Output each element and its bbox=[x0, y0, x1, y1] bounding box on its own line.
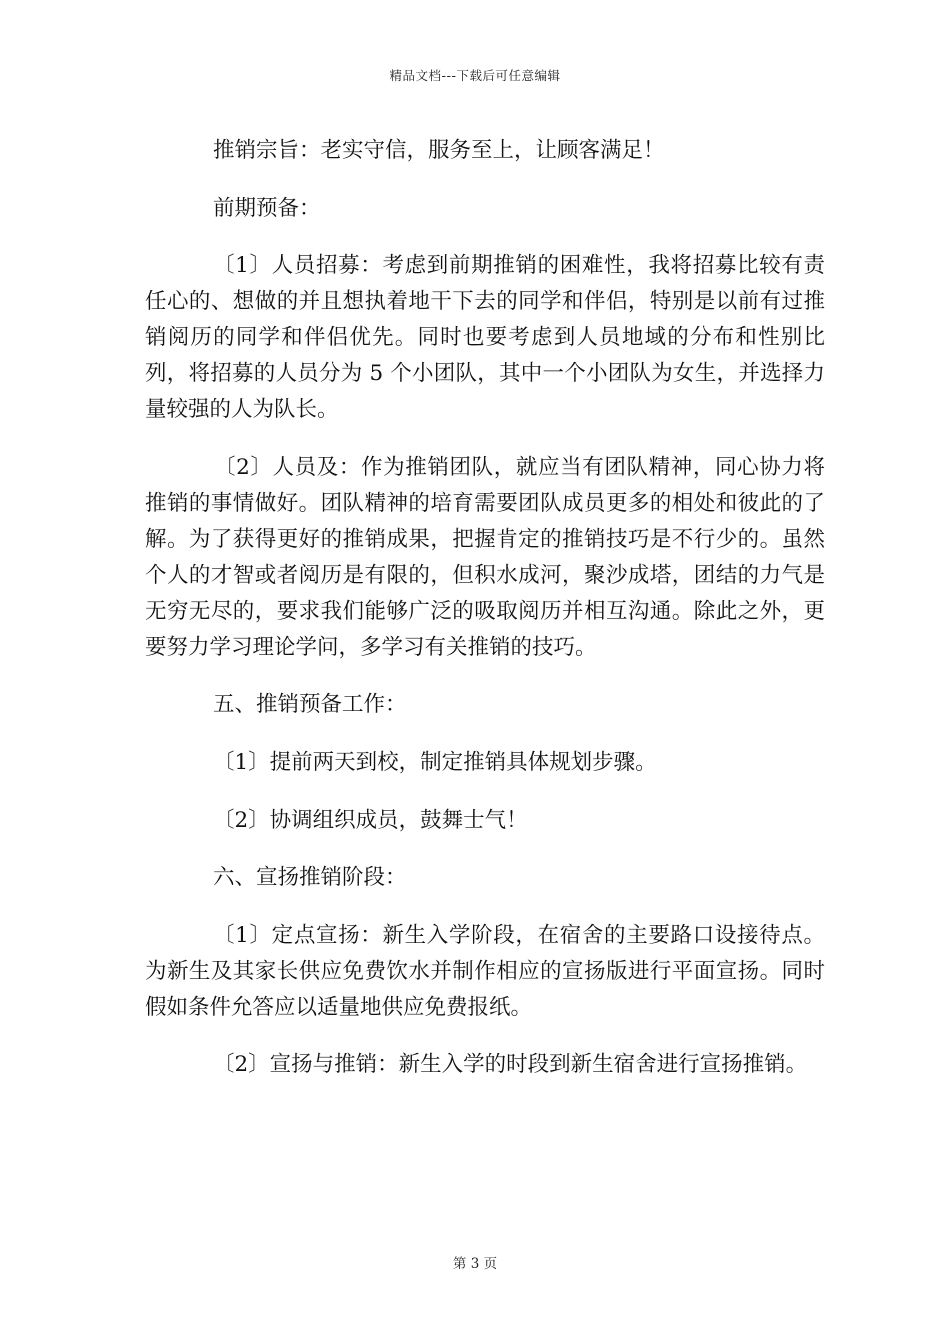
paragraph-section-six-item-1: 〔1〕定点宣扬：新生入学阶段，在宿舍的主要路口设接待点。为新生及其家长供应免费饮水并制作相应的宣扬版进行平面宣扬。同时假如条件允答应以适量地供应免费报纸。 bbox=[145, 922, 825, 1020]
page-header: 精品文档---下载后可任意编辑 bbox=[389, 68, 561, 83]
paragraph-purpose: 推销宗旨：老实守信，服务至上，让顾客满足！ bbox=[213, 138, 665, 163]
paragraph-section-five-heading: 五、推销预备工作： bbox=[213, 692, 407, 718]
paragraph-section-six-heading: 六、宣扬推销阶段： bbox=[213, 865, 407, 891]
paragraph-section-five-item-2: 〔2〕协调组织成员，鼓舞士气！ bbox=[213, 807, 528, 833]
paragraph-section-six-item-2: 〔2〕宣扬与推销：新生入学的时段到新生宿舍进行宣扬推销。 bbox=[213, 1052, 808, 1078]
document-body bbox=[145, 133, 825, 1105]
paragraph-preparation-heading: 前期预备： bbox=[213, 195, 321, 221]
paragraph-team: 〔2〕人员及：作为推销团队，就应当有团队精神，同心协力将推销的事情做好。团队精神的培育需要团队成员更多的相处和彼此的了解。为了获得更好的推销成果，把握肯定的推销技巧是不行少的。虽然个人的才智或者阅历是有限的，但积水成河，聚沙成塔，团结的力气是无穷无尽的，要求我们能够广泛的吸取阅历并相互沟通。除此之外，更要努力学习理论学问，多学习有关推销的技巧。 bbox=[145, 454, 825, 660]
paragraph-recruitment: 〔1〕人员招募：考虑到前期推销的困难性，我将招募比较有责任心的、想做的并且想执着地干下去的同学和伴侣，特别是以前有过推销阅历的同学和伴侣优先。同时也要考虑到人员地域的分布和性别比列，将招募的人员分为 5 个小团队，其中一个小团队为女生，并选择力量较强的人为队长。 bbox=[145, 253, 825, 423]
paragraph-section-five-item-1: 〔1〕提前两天到校，制定推销具体规划步骤。 bbox=[213, 749, 657, 775]
page-number: 第 3 页 bbox=[452, 1256, 498, 1272]
